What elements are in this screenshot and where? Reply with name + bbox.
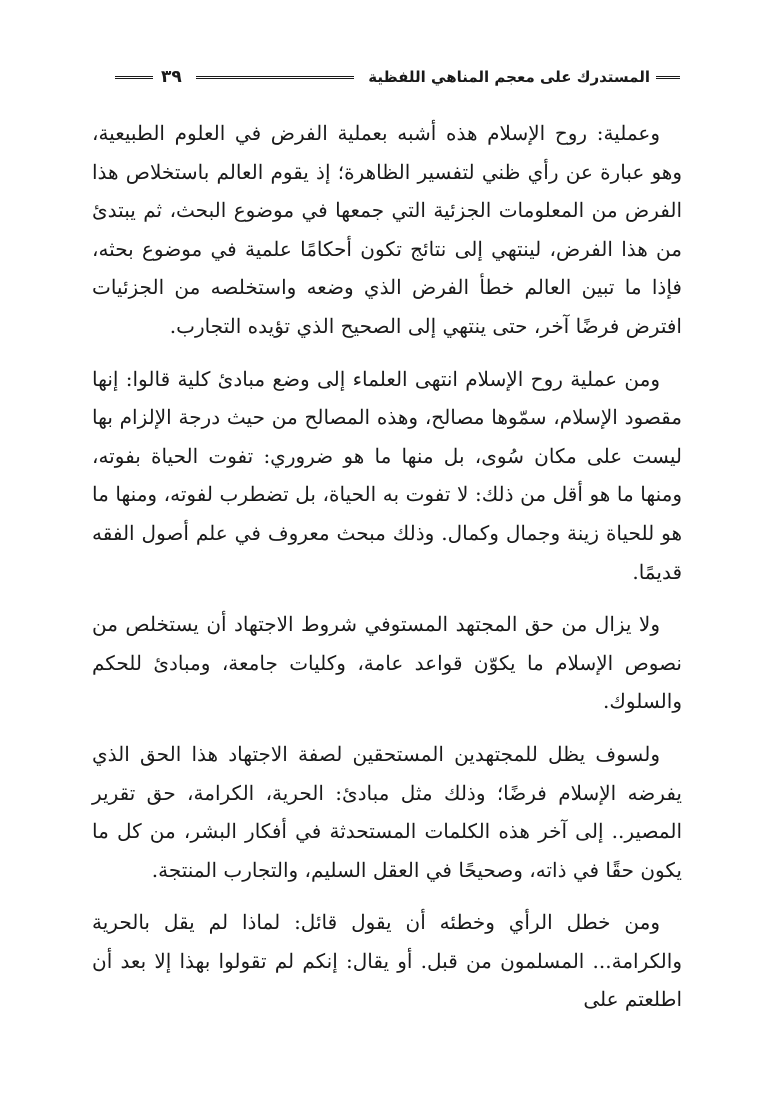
paragraph: ولا يزال من حق المجتهد المستوفي شروط الاجتهاد أن يستخلص من نصوص الإسلام ما يكوّن قواعد عامة، وكليات جامعة، ومبادئ للحكم والسلوك. (92, 612, 682, 714)
paragraph: ومن خطل الرأي وخطئه أن يقول قائل: لماذا لم يقل بالحرية والكرامة... المسلمون من قبل. أو يقال: إنكم لم تقولوا بهذا إلا بعد أن اطلعتم على (92, 910, 682, 1012)
paragraph: ومن عملية روح الإسلام انتهى العلماء إلى وضع مبادئ كلية قالوا: إنها مقصود الإسلام، سمّوها مصالح، وهذه المصالح من حيث درجة الإلزام بها ليست على مكان سُوى، بل منها ما هو ضروري: تفوت الحياة بفوته، ومنها ما هو أقل من ذلك: لا تفوت به الحياة، بل تضطرب لفوته، ومنها ما هو للحياة زينة وجمال وكمال. وذلك مبحث معروف في علم أصول الفقه قديمًا. (92, 366, 682, 584)
header-title: المستدرك على معجم المناهي اللفظية (368, 68, 650, 86)
paragraph: وعملية: روح الإسلام هذه أشبه بعملية الفرض في العلوم الطبيعية، وهو عبارة عن رأي ظني لتفسير الظاهرة؛ إذ يقوم العالم باستخلاص هذا الفرض من المعلومات الجزئية التي جمعها في موضوع البحث، ثم يبتدئ من هذا الفرض، لينتهي إلى نتائج تكون أحكامًا علمية في موضوع بحثه، فإذا ما تبين العالم خطأ الفرض الذي وضعه واستخلصه من الجزئيات افترض فرضًا آخر، حتى ينتهي إلى الصحيح الذي تؤيده التجارب. (92, 121, 683, 338)
header-rule (196, 76, 355, 79)
running-header (115, 62, 680, 92)
body-text (92, 114, 682, 1033)
page-number: ٣٩ (161, 67, 182, 87)
paragraph: ولسوف يظل للمجتهدين المستحقين لصفة الاجتهاد هذا الحق الذي يفرضه الإسلام فرضًا؛ وذلك مثل مبادئ: الحرية، الكرامة، حق تقرير المصير.. إلى آخر هذه الكلمات المستحدثة في أفكار البشر، من كل ما يكون حقًا في ذاته، وصحيحًا في العقل السليم، والتجارب المنتجة. (92, 741, 682, 882)
header-rule-lead (656, 76, 680, 79)
header-rule-end (115, 76, 153, 79)
